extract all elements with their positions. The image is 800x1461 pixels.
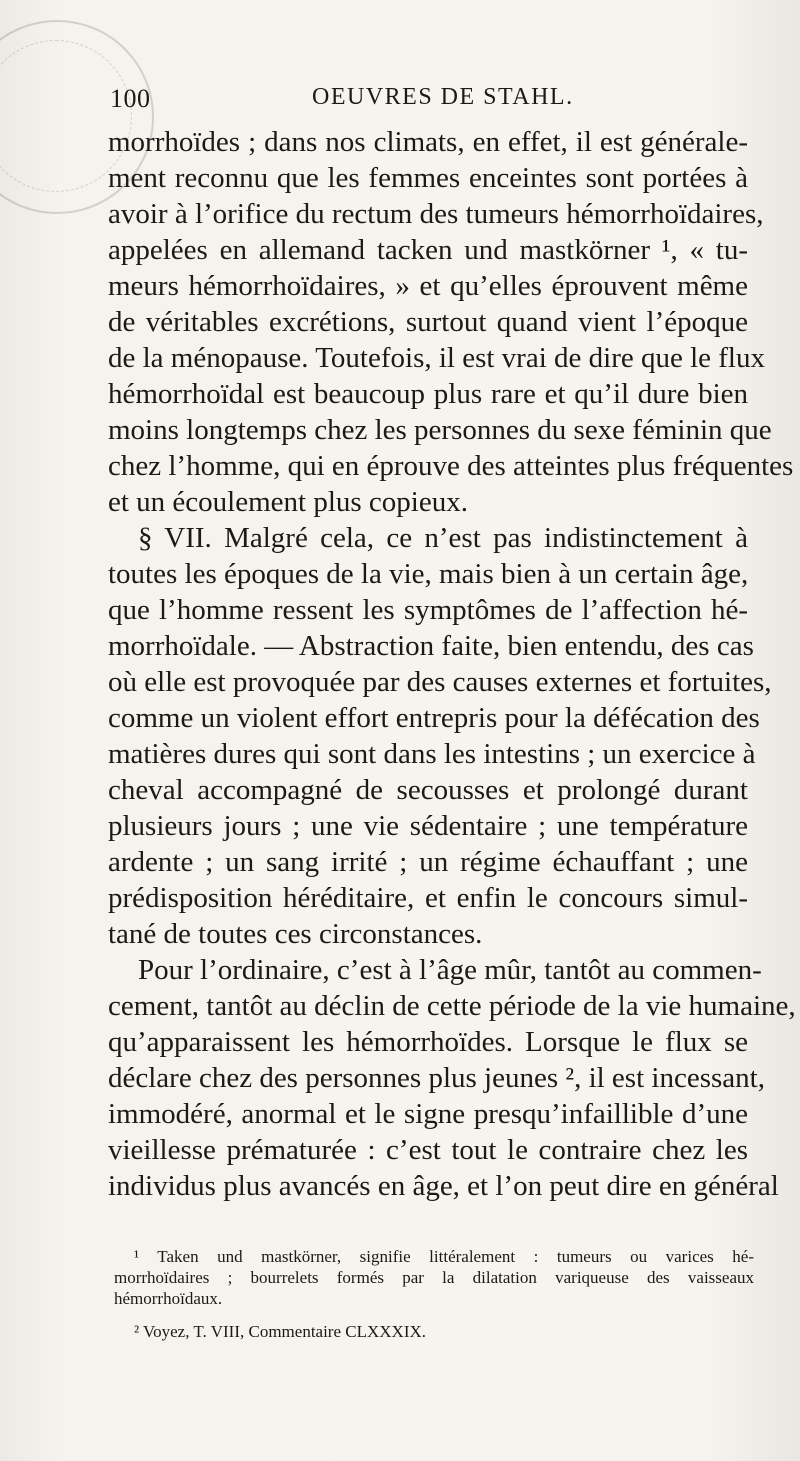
- text-line: prédisposition héréditaire, et enfin le concours simul-: [108, 882, 748, 914]
- text-line: ardente ; un sang irrité ; un régime échauffant ; une: [108, 846, 748, 878]
- text-line: individus plus avancés en âge, et l’on peut dire en général: [108, 1170, 779, 1202]
- running-head: OEUVRES DE STAHL.: [312, 84, 574, 110]
- text-line: Pour l’ordinaire, c’est à l’âge mûr, tantôt au commen-: [138, 954, 762, 986]
- footnote-line: ² Voyez, T. VIII, Commentaire CLXXXIX.: [134, 1322, 427, 1341]
- page-number: 100: [110, 84, 151, 113]
- text-line: et un écoulement plus copieux.: [108, 486, 468, 518]
- text-line: déclare chez des personnes plus jeunes ², il est incessant,: [108, 1062, 765, 1094]
- text-line: meurs hémorrhoïdaires, » et qu’elles éprouvent même: [108, 270, 748, 302]
- footnote-line: hémorrhoïdaux.: [114, 1289, 223, 1308]
- footnotes: [114, 1246, 754, 1342]
- text-line: vieillesse prématurée : c’est tout le contraire chez les: [108, 1134, 748, 1166]
- text-line: matières dures qui sont dans les intestins ; un exercice à: [108, 738, 756, 770]
- text-line: où elle est provoquée par des causes externes et fortuites,: [108, 666, 772, 698]
- text-line: immodéré, anormal et le signe presqu’infaillible d’une: [108, 1098, 748, 1130]
- text-line: cement, tantôt au déclin de cette période de la vie humaine,: [108, 990, 796, 1022]
- body-text: [108, 124, 796, 1204]
- text-line: de la ménopause. Toutefois, il est vrai de dire que le flux: [108, 342, 765, 374]
- text-line: morrhoïdale. — Abstraction faite, bien entendu, des cas: [108, 630, 754, 662]
- text-line: qu’apparaissent les hémorrhoïdes. Lorsque le flux se: [108, 1026, 748, 1058]
- footnote-line: ¹ Taken und mastkörner, signifie littéralement : tumeurs ou varices hé-: [134, 1247, 754, 1266]
- footnote-line: morrhoïdaires ; bourrelets formés par la dilatation variqueuse des vaisseaux: [114, 1268, 754, 1287]
- text-line: toutes les époques de la vie, mais bien à un certain âge,: [108, 558, 749, 590]
- text-line: de véritables excrétions, surtout quand vient l’époque: [108, 306, 748, 338]
- text-line: plusieurs jours ; une vie sédentaire ; une température: [108, 810, 748, 842]
- text-line: § VII. Malgré cela, ce n’est pas indistinctement à: [138, 522, 748, 554]
- text-line: moins longtemps chez les personnes du sexe féminin que: [108, 414, 772, 446]
- text-line: comme un violent effort entrepris pour la défécation des: [108, 702, 760, 734]
- text-line: chez l’homme, qui en éprouve des atteintes plus fréquentes: [108, 450, 794, 482]
- text-line: appelées en allemand tacken und mastkörner ¹, « tu-: [108, 234, 748, 266]
- text-line: tané de toutes ces circonstances.: [108, 918, 483, 950]
- text-line: avoir à l’orifice du rectum des tumeurs hémorrhoïdaires,: [108, 198, 764, 230]
- text-line: morrhoïdes ; dans nos climats, en effet, il est générale-: [108, 126, 748, 158]
- page-header: [110, 84, 574, 124]
- text-line: cheval accompagné de secousses et prolongé durant: [108, 774, 748, 806]
- text-line: hémorrhoïdal est beaucoup plus rare et qu’il dure bien: [108, 378, 748, 410]
- text-line: que l’homme ressent les symptômes de l’affection hé-: [108, 594, 748, 626]
- text-line: ment reconnu que les femmes enceintes sont portées à: [108, 162, 748, 194]
